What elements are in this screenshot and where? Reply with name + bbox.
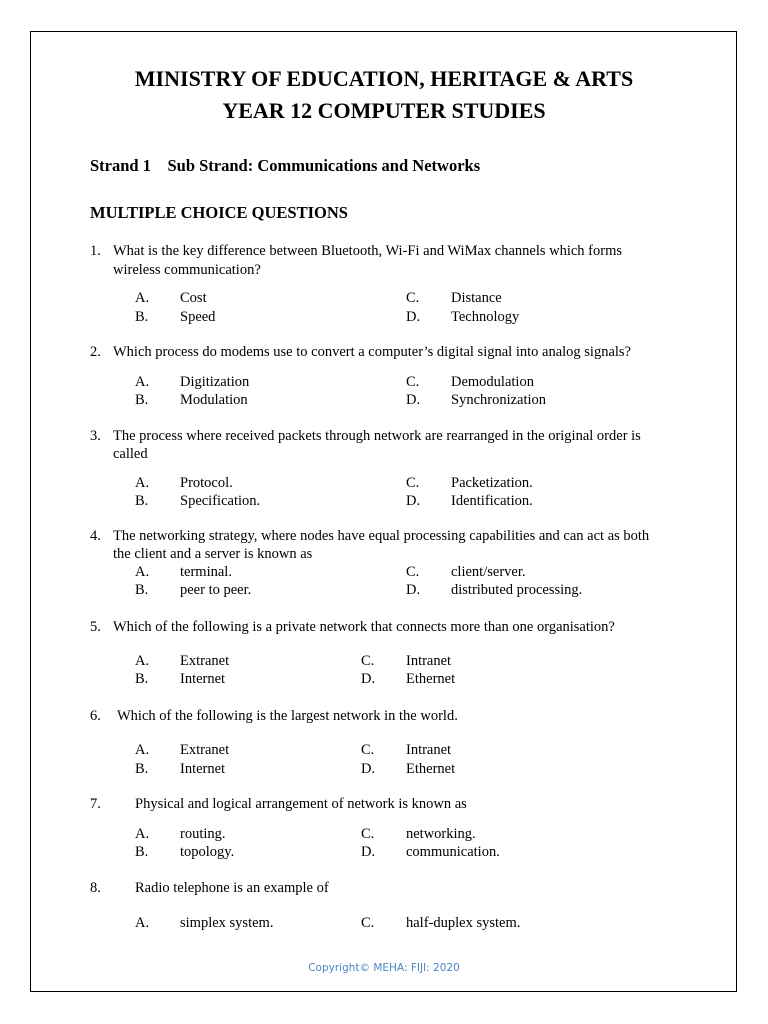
- option-text: terminal.: [180, 564, 232, 580]
- option-letter: A.: [135, 915, 150, 931]
- option-letter: D.: [361, 671, 376, 687]
- option-text: Packetization.: [451, 475, 533, 491]
- option-text: Speed: [180, 309, 216, 325]
- question-text: Which of the following is a private network that connects more than one organisation?: [113, 619, 615, 635]
- option-letter: B.: [135, 582, 149, 598]
- question-number: 5.: [90, 619, 101, 635]
- option-text: peer to peer.: [180, 582, 252, 598]
- question-text: Physical and logical arrangement of network is known as: [135, 796, 467, 812]
- option-letter: D.: [406, 309, 421, 325]
- option-text: Extranet: [180, 742, 230, 758]
- option-text: Identification.: [451, 493, 533, 509]
- option-letter: B.: [135, 392, 149, 408]
- option-text: Specification.: [180, 493, 261, 509]
- option-letter: A.: [135, 653, 150, 669]
- option-letter: A.: [135, 564, 150, 580]
- option-text: distributed processing.: [451, 582, 583, 598]
- option-text: Demodulation: [451, 374, 534, 390]
- question-text: What is the key difference between Bluetooth, Wi-Fi and WiMax channels which forms: [113, 243, 623, 259]
- option-text: Intranet: [406, 742, 452, 758]
- option-text: Distance: [451, 290, 502, 306]
- option-letter: C.: [361, 826, 375, 842]
- strand-heading: Strand 1 Sub Strand: Communications and Networks: [90, 156, 481, 175]
- option-letter: D.: [406, 493, 421, 509]
- option-letter: A.: [135, 374, 150, 390]
- option-letter: C.: [406, 290, 420, 306]
- question-number: 3.: [90, 428, 101, 444]
- section-title: MULTIPLE CHOICE QUESTIONS: [90, 203, 348, 222]
- option-letter: A.: [135, 290, 150, 306]
- option-text: Digitization: [180, 374, 250, 390]
- option-letter: C.: [361, 653, 375, 669]
- option-letter: B.: [135, 844, 149, 860]
- option-letter: B.: [135, 309, 149, 325]
- option-text: Technology: [451, 309, 520, 325]
- option-letter: D.: [406, 392, 421, 408]
- copyright-footer: Copyright© MEHA: FIJI: 2020: [308, 962, 460, 974]
- option-text: Ethernet: [406, 761, 456, 777]
- option-letter: C.: [361, 742, 375, 758]
- question-text: the client and a server is known as: [113, 546, 313, 562]
- question-text: Which of the following is the largest network in the world.: [117, 708, 458, 724]
- ministry-title: MINISTRY OF EDUCATION, HERITAGE & ARTS: [134, 66, 634, 91]
- option-letter: A.: [135, 742, 150, 758]
- option-letter: B.: [135, 671, 149, 687]
- option-text: Modulation: [180, 392, 248, 408]
- option-letter: D.: [406, 582, 421, 598]
- option-text: Synchronization: [451, 392, 547, 408]
- option-letter: A.: [135, 826, 150, 842]
- option-text: Extranet: [180, 653, 230, 669]
- option-text: Ethernet: [406, 671, 456, 687]
- option-letter: D.: [361, 761, 376, 777]
- option-text: networking.: [406, 826, 476, 842]
- option-text: topology.: [180, 844, 235, 860]
- question-text: Which process do modems use to convert a computer’s digital signal into analog signals?: [113, 344, 631, 360]
- option-text: Internet: [180, 761, 226, 777]
- course-title: YEAR 12 COMPUTER STUDIES: [222, 98, 546, 123]
- option-text: client/server.: [451, 564, 526, 580]
- question-number: 2.: [90, 344, 101, 360]
- option-text: simplex system.: [180, 915, 274, 931]
- question-text: called: [113, 446, 148, 462]
- option-letter: C.: [406, 475, 420, 491]
- option-letter: A.: [135, 475, 150, 491]
- question-text: The networking strategy, where nodes have equal processing capabilities and can act as both: [113, 528, 650, 544]
- option-letter: C.: [406, 374, 420, 390]
- option-text: Internet: [180, 671, 226, 687]
- option-text: communication.: [406, 844, 500, 860]
- option-letter: C.: [361, 915, 375, 931]
- option-text: Protocol.: [180, 475, 233, 491]
- option-letter: D.: [361, 844, 376, 860]
- option-letter: B.: [135, 493, 149, 509]
- option-letter: C.: [406, 564, 420, 580]
- question-number: 6.: [90, 708, 101, 724]
- option-letter: B.: [135, 761, 149, 777]
- option-text: routing.: [180, 826, 226, 842]
- option-text: Intranet: [406, 653, 452, 669]
- question-text: The process where received packets through network are rearranged in the original order is: [113, 428, 641, 444]
- question-number: 8.: [90, 880, 101, 896]
- option-text: half-duplex system.: [406, 915, 521, 931]
- question-text: wireless communication?: [113, 262, 261, 278]
- question-number: 7.: [90, 796, 101, 812]
- option-text: Cost: [180, 290, 207, 306]
- question-number: 1.: [90, 243, 101, 259]
- question-text: Radio telephone is an example of: [135, 880, 329, 896]
- question-number: 4.: [90, 528, 101, 544]
